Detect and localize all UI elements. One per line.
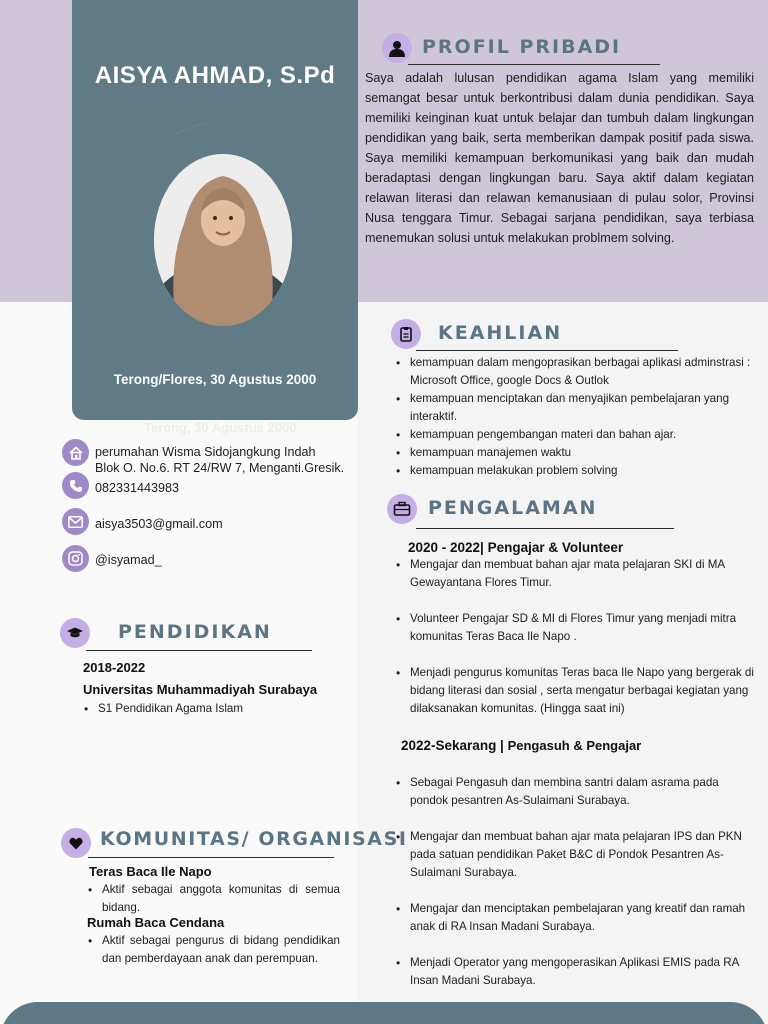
- birth-place-date: Terong/Flores, 30 Agustus 2000: [113, 372, 317, 387]
- birth-ghost-text: Terong, 30 Agustus 2000: [144, 420, 297, 435]
- job1-list: [396, 556, 756, 718]
- heart-icon: [61, 828, 91, 858]
- list-item: • Mengajar dan menciptakan pembelajaran yang kreatif dan ramah anak di RA Insan Madani Surabaya.: [396, 900, 756, 936]
- list-item: • S1 Pendidikan Agama Islam: [84, 700, 344, 718]
- profil-text: Saya adalah lulusan pendidikan agama Islam yang memiliki semangat besar untuk berkontribusi dalam dunia pendidikan. Saya memiliki keinginan kuat untuk belajar dan tumbuh dalam lingkungan pendidikan yang baik, serta memberikan dampak positif pada siswa. Saya memiliki kemampuan berkomunikasi yang baik dan mudah beradaptasi dengan lingkungan baru. Saya aktif dalam kegiatan relawan literasi dan relawan kemanusiaan di pulau solor, Provinsi Nusa tenggara Timur. Sebagai sarjana pendidikan, saya terbiasa menemukan solusi untuk melakukan problmem solving.: [365, 71, 754, 245]
- phone-icon[interactable]: [62, 472, 89, 499]
- list-item: • Mengajar dan membuat bahan ajar mata pelajaran IPS dan PKN pada satuan pendidikan Paket B&C di Pondok Pesantren As-Sulaimani Surabaya.: [396, 828, 756, 882]
- pendidikan-list: [84, 700, 344, 718]
- name-card: [72, 0, 358, 420]
- list-item: • Menjadi pengurus komunitas Teras baca Ile Napo yang bergerak di bidang literasi dan sosial , serta mengatur berbagai kegiatan yang dilaksanakan komunitas. (Hingga saat ini): [396, 664, 756, 718]
- list-item: • kemampuan pengembangan materi dan bahan ajar.: [396, 426, 756, 444]
- job2-role: Pengasuh & Pengajar: [507, 738, 642, 753]
- list-item: • kemampuan melakukan problem solving: [396, 462, 756, 480]
- org1-list: [88, 881, 340, 917]
- job2-period: 2022-Sekarang |: [401, 738, 508, 753]
- email-address[interactable]: aisya3503@gmail.com: [95, 517, 223, 531]
- list-item: • kemampuan dalam mengoprasikan berbagai aplikasi adminstrasi : Microsoft Office, google Docs & Outlok: [396, 354, 756, 390]
- pendidikan-rule: [86, 650, 312, 651]
- list-item: • Aktif sebagai anggota komunitas di semua bidang.: [88, 881, 340, 917]
- list-item: • Aktif sebagai pengurus di bidang pendidikan dan pemberdayaan anak dan perempuan.: [88, 932, 340, 968]
- candidate-name: AISYA AHMAD, S.Pd: [94, 62, 336, 89]
- komunitas-title: KOMUNITAS/ ORGANISASI: [100, 828, 408, 850]
- instagram-icon[interactable]: [62, 545, 89, 572]
- job1-title: 2020 - 2022| Pengajar & Volunteer: [408, 540, 624, 555]
- keahlian-rule: [416, 350, 678, 351]
- instagram-handle[interactable]: @isyamad_: [95, 553, 162, 567]
- clipboard-icon: [391, 319, 421, 349]
- briefcase-icon: [387, 494, 417, 524]
- phone-number[interactable]: 082331443983: [95, 481, 180, 495]
- org1-name: Teras Baca Ile Napo: [89, 864, 212, 879]
- keahlian-list: [396, 354, 756, 480]
- pengalaman-rule: [416, 528, 674, 529]
- profile-photo: [154, 154, 292, 326]
- mail-icon[interactable]: [62, 508, 89, 535]
- profil-title: PROFIL PRIBADI: [422, 36, 622, 58]
- address-line-2: Blok O. No.6. RT 24/RW 7, Menganti.Gresik.: [95, 461, 345, 475]
- org2-name: Rumah Baca Cendana: [87, 915, 225, 930]
- org2-list: [88, 932, 340, 968]
- list-item: • kemampuan menciptakan dan menyajikan pembelajaran yang interaktif.: [396, 390, 756, 426]
- job2-title: [401, 738, 641, 753]
- graduation-cap-icon: [60, 618, 90, 648]
- list-item: • Mengajar dan membuat bahan ajar mata pelajaran SKI di MA Gewayantana Flores Timur.: [396, 556, 756, 592]
- footer-band: [0, 1002, 768, 1024]
- home-icon: [62, 439, 89, 466]
- list-item: • Menjadi Operator yang mengoperasikan Aplikasi EMIS pada RA Insan Madani Surabaya.: [396, 954, 756, 990]
- list-item: • kemampuan manajemen waktu: [396, 444, 756, 462]
- list-item: • Volunteer Pengajar SD & MI di Flores Timur yang menjadi mitra komunitas Teras Baca Ile Napo .: [396, 610, 756, 646]
- pengalaman-title: PENGALAMAN: [428, 497, 598, 519]
- list-item: • Sebagai Pengasuh dan membina santri dalam asrama pada pondok pesantren As-Sulaimani Surabaya.: [396, 774, 756, 810]
- education-years: 2018-2022: [83, 660, 146, 675]
- komunitas-rule: [88, 857, 334, 858]
- profil-rule: [408, 64, 660, 65]
- keahlian-title: KEAHLIAN: [438, 322, 563, 344]
- person-icon: [382, 33, 412, 63]
- pendidikan-title: PENDIDIKAN: [118, 621, 272, 643]
- university-name: Universitas Muhammadiyah Surabaya: [83, 682, 318, 697]
- address-line-1: perumahan Wisma Sidojangkung Indah: [95, 445, 316, 459]
- job2-list: [396, 774, 756, 990]
